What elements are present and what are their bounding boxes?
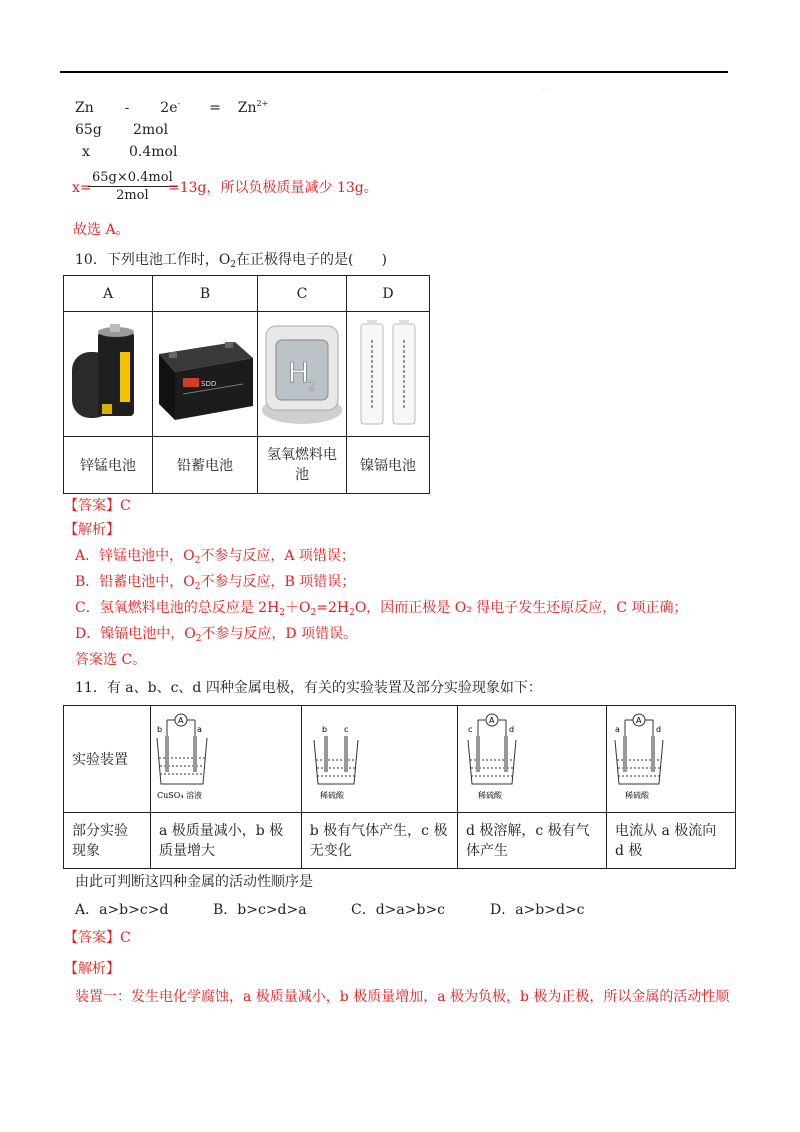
svg-text:b: b bbox=[321, 725, 327, 734]
q10-stem-a: 10．下列电池工作时，O bbox=[75, 252, 231, 268]
q11-judge: 由此可判断这四种金属的活动性顺序是 bbox=[75, 874, 313, 890]
q10-conclusion: 答案选 C。 bbox=[75, 652, 147, 668]
q11-stem: 11．有 a、b、c、d 四种金属电极，有关的实验装置及部分实验现象如下： bbox=[75, 680, 542, 696]
car-battery-icon bbox=[153, 312, 257, 436]
q11-option-a: A．a>b>c>d bbox=[75, 902, 169, 918]
svg-text:b: b bbox=[156, 725, 163, 734]
svg-text:d: d bbox=[508, 725, 515, 734]
q11-row-label-device: 实验装置 bbox=[64, 706, 151, 813]
dry-cell-icon bbox=[64, 312, 152, 436]
rechargeable-cell-icon bbox=[347, 312, 429, 436]
svg-text:d: d bbox=[656, 725, 662, 734]
q11-device-1 bbox=[150, 706, 301, 813]
q10-name-d: 镍镉电池 bbox=[347, 437, 430, 494]
q10-analysis-title: 【解析】 bbox=[64, 522, 120, 538]
q11-option-c: C．d>a>b>c bbox=[351, 902, 446, 918]
calc-zn: Zn bbox=[75, 100, 94, 116]
svg-text:稀硫酸: 稀硫酸 bbox=[625, 791, 649, 800]
svg-text:CuSO₄ 溶液: CuSO₄ 溶液 bbox=[156, 791, 203, 800]
q11-device-2 bbox=[301, 706, 457, 813]
header-dot: . bbox=[543, 84, 545, 91]
q10-analysis-a: A．锌锰电池中，$O_2$不参与反应，A 项错误； bbox=[75, 548, 355, 566]
q11-answer: 【答案】C bbox=[64, 930, 131, 946]
svg-text:A: A bbox=[177, 716, 184, 725]
q10-header-a: A bbox=[64, 276, 153, 312]
apparatus-2-icon bbox=[306, 710, 446, 804]
calc-electron-charge: - bbox=[177, 99, 181, 108]
calc-minus: - bbox=[124, 100, 130, 116]
calc-zn-ion: Zn bbox=[237, 100, 257, 116]
lead-acid-battery-image bbox=[153, 312, 258, 437]
q11-device-3 bbox=[457, 706, 606, 813]
svg-text:a: a bbox=[196, 725, 202, 734]
q10-name-row bbox=[64, 437, 430, 494]
fuel-cell-icon bbox=[258, 312, 346, 436]
q10-analysis-c: C．氢氧燃料电池的总反应是 $2H_2+O_2=2H_2O$，因而正极是 O₂ 得电子发生还原反应，C 项正确； bbox=[75, 600, 688, 618]
calc-mol-04: 0.4mol bbox=[129, 144, 178, 160]
q11-analysis-title: 【解析】 bbox=[64, 961, 120, 977]
svg-text:c: c bbox=[343, 725, 349, 734]
calc-equals: = bbox=[209, 100, 221, 116]
q11-option-b: B．b>c>d>a bbox=[213, 902, 307, 918]
calc-fraction bbox=[88, 170, 177, 203]
q11-device-row bbox=[64, 706, 736, 813]
zinc-manganese-battery-image bbox=[64, 312, 153, 437]
q10-table bbox=[63, 275, 430, 494]
calc-choice: 故选 A。 bbox=[73, 222, 130, 238]
q10-name-a: 锌锰电池 bbox=[64, 437, 153, 494]
q11-option-d: D．a>b>d>c bbox=[490, 902, 585, 918]
calc-result-suffix: =13g，所以负极质量减少 13g。 bbox=[168, 180, 378, 196]
q10-header-row bbox=[64, 276, 430, 312]
calc-row-2 bbox=[75, 122, 102, 138]
calc-result-prefix: x= bbox=[72, 180, 92, 196]
q10-name-c: 氢氧燃料电池 bbox=[258, 437, 347, 494]
calc-row-1 bbox=[75, 100, 268, 118]
nickel-cadmium-battery-image bbox=[347, 312, 430, 437]
q10-header-b: B bbox=[153, 276, 258, 312]
q10-stem-b: 在正极得电子的是( ) bbox=[236, 252, 387, 268]
calc-fraction-numerator: 65g×0.4mol bbox=[88, 170, 177, 187]
battery-brand-text: SDD bbox=[201, 380, 217, 388]
q11-row-label-phenomena: 部分实验现象 bbox=[64, 813, 151, 869]
q11-phenomenon-2: b 极有气体产生，c 极无变化 bbox=[301, 813, 457, 869]
q11-analysis-1: 装置一：发生电化学腐蚀，a 极质量减小，b 极质量增加，a 极为负极，b 极为正极，所以金属的活动性顺 bbox=[75, 989, 730, 1005]
svg-text:稀硫酸: 稀硫酸 bbox=[319, 791, 344, 800]
q11-device-4 bbox=[607, 706, 736, 813]
calc-mol-2: 2mol bbox=[133, 122, 169, 138]
q10-stem bbox=[75, 252, 387, 270]
svg-text:A: A bbox=[636, 716, 642, 725]
header-rule bbox=[60, 71, 728, 73]
calc-x: x bbox=[82, 144, 90, 160]
q10-stem-sub: 2 bbox=[230, 260, 237, 270]
calc-electron: 2e bbox=[160, 100, 178, 116]
calc-row-2-mol bbox=[133, 122, 168, 138]
apparatus-4-icon bbox=[611, 710, 731, 804]
calc-mass: 65g bbox=[75, 122, 102, 138]
hydrogen-fuel-cell-image bbox=[258, 312, 347, 437]
calc-row-3 bbox=[82, 144, 90, 160]
apparatus-1-icon bbox=[155, 710, 295, 804]
q10-header-c: C bbox=[258, 276, 347, 312]
q10-answer: 【答案】C bbox=[64, 498, 131, 514]
q11-phenomena-row bbox=[64, 813, 736, 869]
apparatus-3-icon bbox=[462, 710, 602, 804]
svg-text:稀硫酸: 稀硫酸 bbox=[477, 791, 502, 800]
q11-phenomenon-4: 电流从 a 极流向 d 极 bbox=[607, 813, 736, 869]
fuel-cell-h-label: H bbox=[288, 356, 310, 389]
svg-text:a: a bbox=[615, 725, 620, 734]
fuel-cell-h-sub: 2 bbox=[308, 379, 316, 393]
svg-text:A: A bbox=[488, 716, 495, 725]
calc-row-3-mol bbox=[129, 144, 177, 160]
q10-analysis-b: B．铅蓄电池中，$O_2$不参与反应，B 项错误； bbox=[75, 574, 356, 592]
q10-analysis-d: D．镍镉电池中，$O_2$不参与反应，D 项错误。 bbox=[75, 626, 358, 644]
q11-table bbox=[63, 705, 736, 869]
calc-fraction-denominator: 2mol bbox=[116, 188, 149, 203]
svg-text:c: c bbox=[467, 725, 473, 734]
calc-zn-ion-charge: 2+ bbox=[256, 99, 269, 108]
q11-phenomenon-3: d 极溶解，c 极有气体产生 bbox=[457, 813, 606, 869]
q10-name-b: 铅蓄电池 bbox=[153, 437, 258, 494]
q10-image-row bbox=[64, 312, 430, 437]
q10-header-d: D bbox=[347, 276, 430, 312]
q11-phenomenon-1: a 极质量减小，b 极质量增大 bbox=[150, 813, 301, 869]
